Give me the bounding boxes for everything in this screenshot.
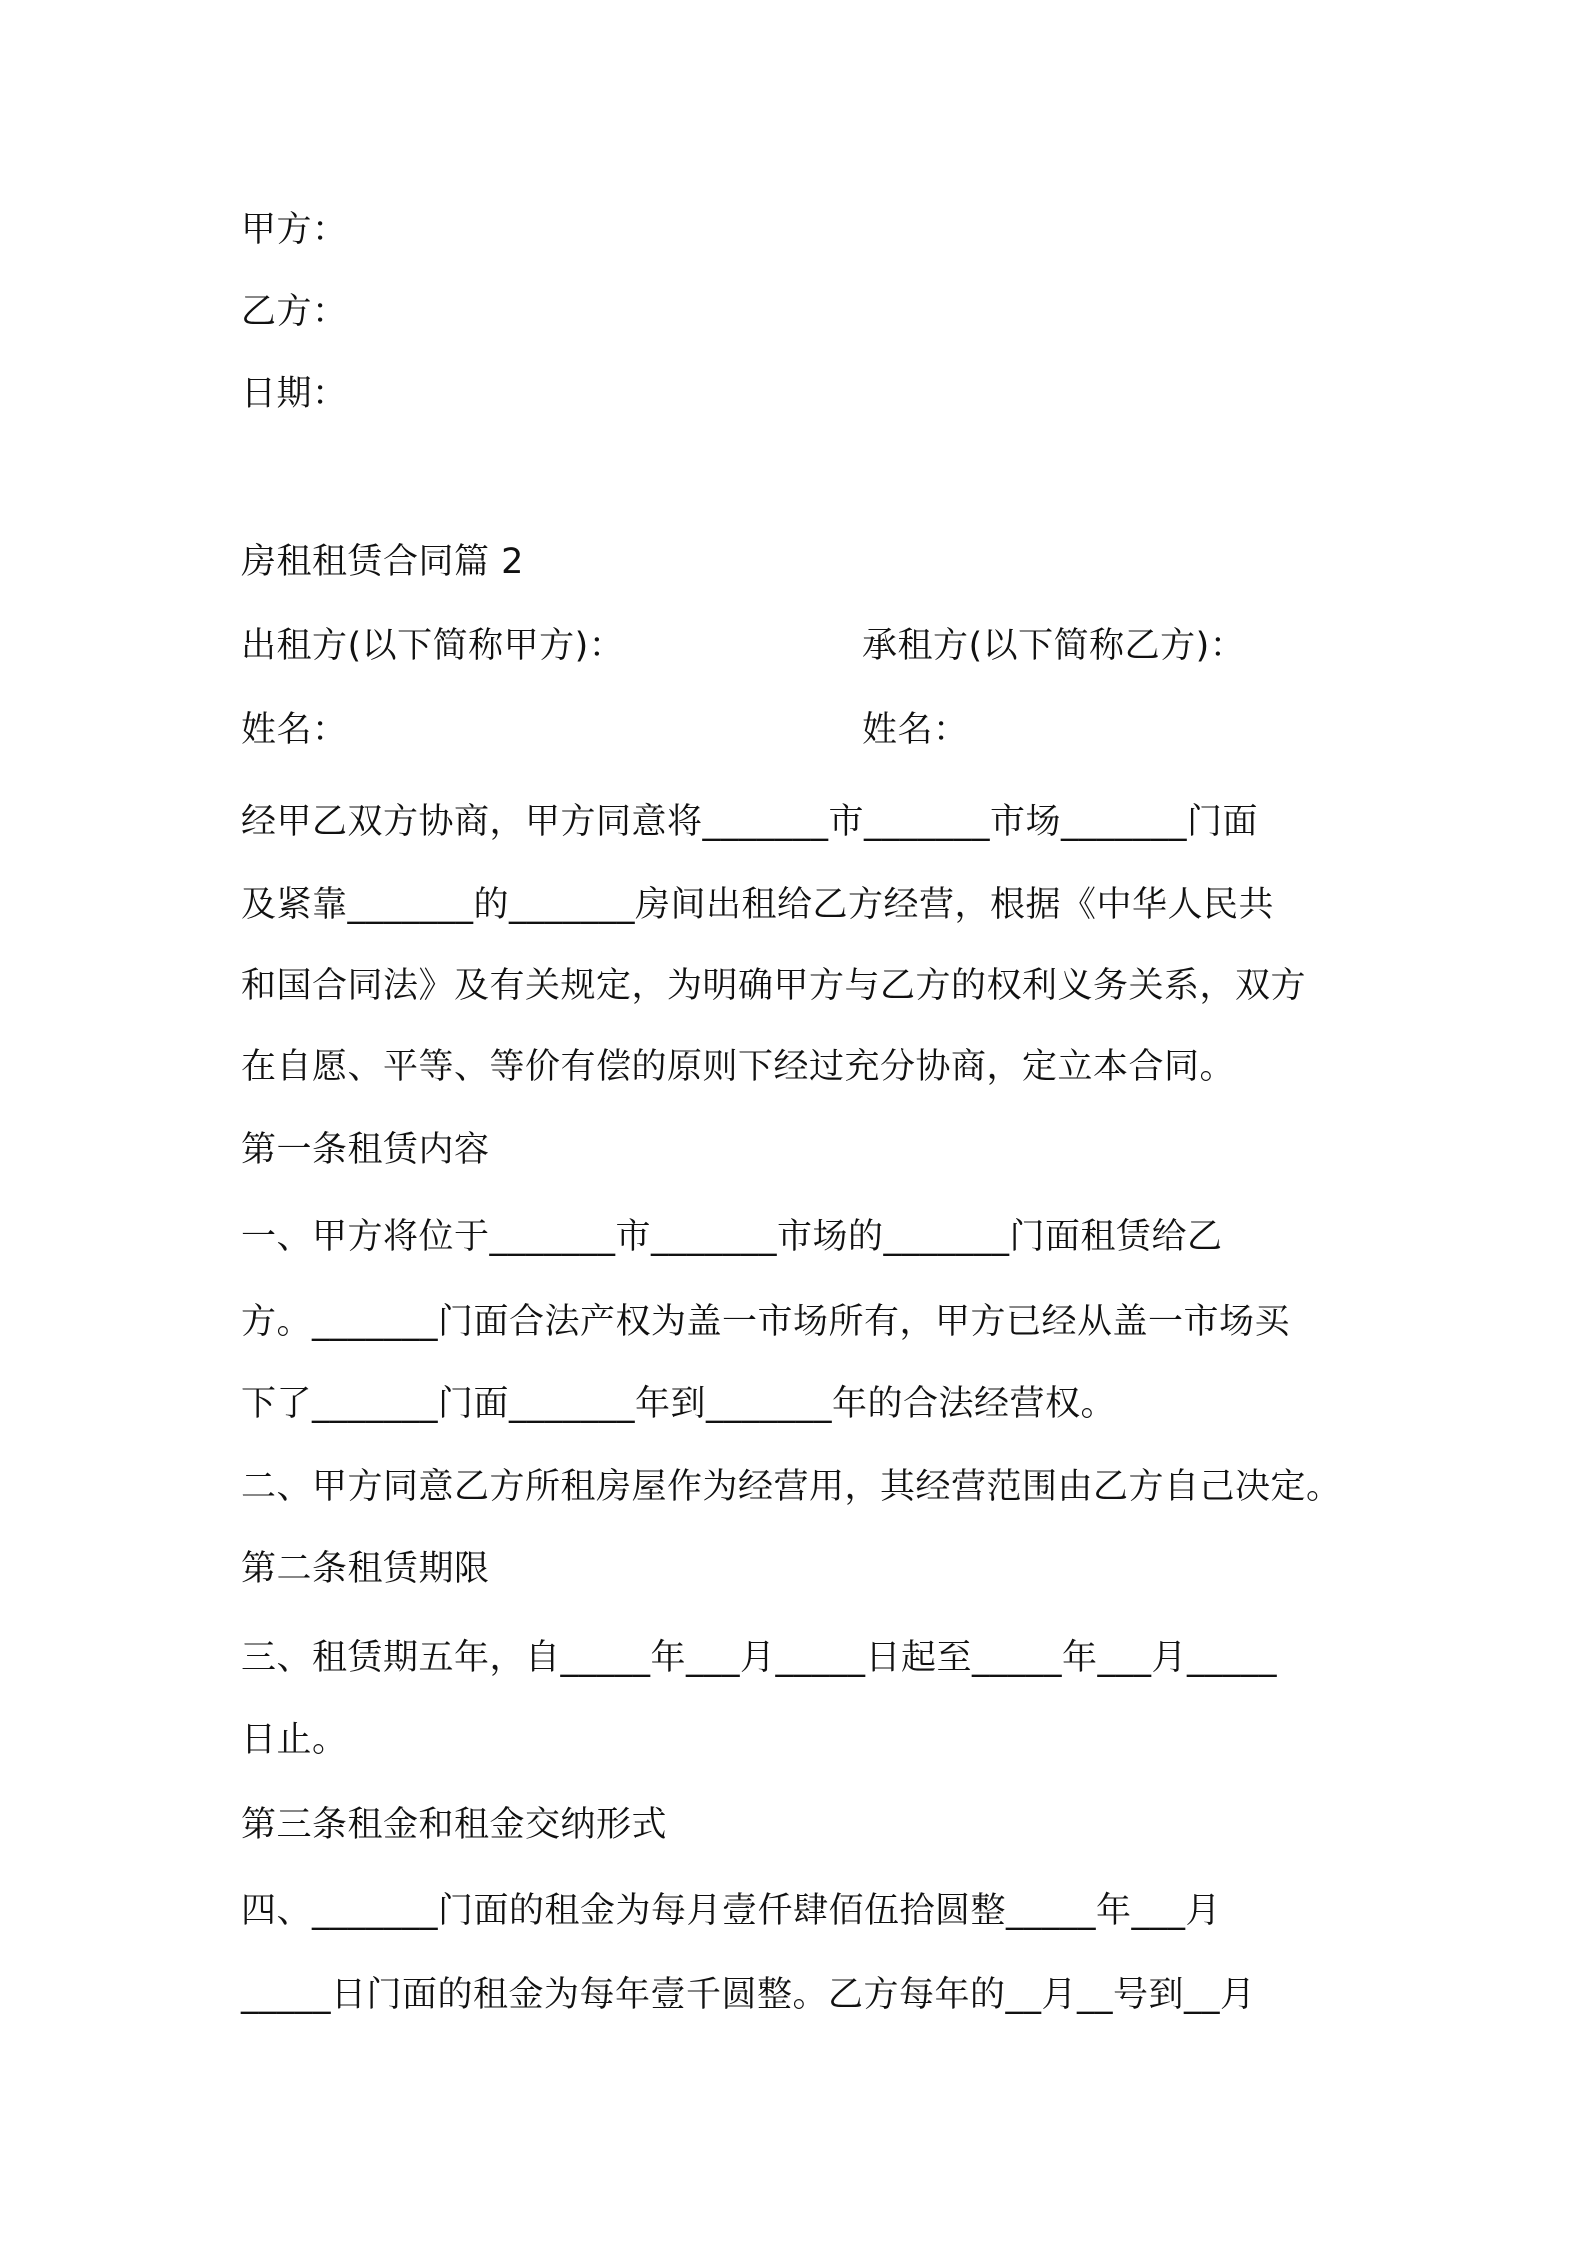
body-line: 三、租赁期五年，自_____年___月_____日起至_____年___月_____ <box>241 1638 1278 1678</box>
date-label: 日期： <box>241 374 348 414</box>
party-a-signature-label: 甲方： <box>241 210 348 250</box>
section-heading: 第一条租赁内容 <box>241 1130 490 1170</box>
body-line: 下了_______门面_______年到_______年的合法经营权。 <box>241 1384 1117 1424</box>
body-line: 方。_______门面合法产权为盖一市场所有，甲方已经从盖一市场买 <box>241 1302 1291 1342</box>
lessor-label: 出租方(以下简称甲方)： <box>241 626 625 666</box>
body-line: 及紧靠_______的_______房间出租给乙方经营，根据《中华人民共 <box>241 885 1275 925</box>
body-line: _____日门面的租金为每年壹千圆整。乙方每年的__月__号到__月 <box>241 1975 1256 2015</box>
body-line: 四、_______门面的租金为每月壹仟肆佰伍拾圆整_____年___月 <box>241 1891 1222 1931</box>
contract-title: 房租租赁合同篇 2 <box>241 542 524 582</box>
lessor-name-label: 姓名： <box>241 710 348 750</box>
body-line: 日止。 <box>241 1720 348 1760</box>
body-line: 和国合同法》及有关规定，为明确甲方与乙方的权利义务关系，双方 <box>241 966 1307 1006</box>
body-line: 二、甲方同意乙方所租房屋作为经营用，其经营范围由乙方自己决定。 <box>241 1467 1342 1507</box>
section-heading: 第三条租金和租金交纳形式 <box>241 1805 668 1845</box>
body-line: 经甲乙双方协商，甲方同意将_______市_______市场_______门面 <box>241 802 1259 842</box>
body-line: 一、甲方将位于_______市_______市场的_______门面租赁给乙 <box>241 1217 1223 1257</box>
body-line: 在自愿、平等、等价有偿的原则下经过充分协商，定立本合同。 <box>241 1047 1236 1087</box>
party-b-signature-label: 乙方： <box>241 292 348 332</box>
lessee-name-label: 姓名： <box>862 710 969 750</box>
lessee-label: 承租方(以下简称乙方)： <box>862 626 1246 666</box>
section-heading: 第二条租赁期限 <box>241 1549 490 1589</box>
